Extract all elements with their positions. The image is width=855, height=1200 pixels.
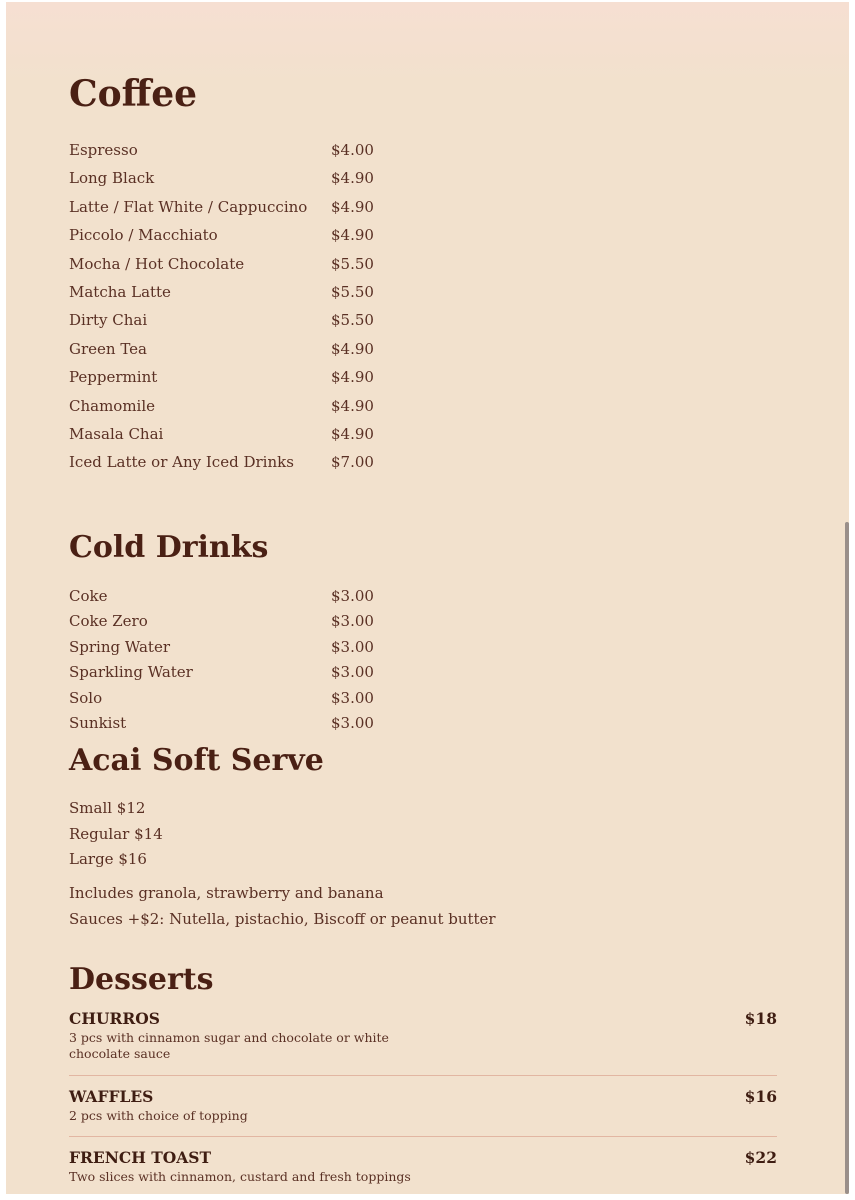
item-price: $4.00	[331, 141, 374, 159]
dessert-item	[69, 1008, 777, 1076]
item-price: $4.90	[331, 424, 374, 443]
item-price: $4.90	[331, 169, 374, 188]
item-name: Spring Water	[69, 637, 171, 656]
item-name: Matcha Latte	[69, 282, 171, 301]
item-price: $4.90	[331, 368, 374, 387]
menu-page	[6, 2, 849, 1194]
menu-item	[69, 223, 374, 251]
item-name: Piccolo / Macchiato	[69, 226, 218, 245]
item-price: $4.90	[331, 197, 374, 216]
menu-item	[69, 195, 374, 223]
menu-item	[69, 394, 374, 422]
scrollbar[interactable]	[845, 522, 849, 1194]
item-name: Iced Latte or Any Iced Drinks	[69, 453, 294, 472]
dessert-name: WAFFLES	[69, 1087, 154, 1106]
item-price: $3.00	[331, 713, 374, 732]
acai-size: Small $12	[69, 799, 146, 817]
item-price: $4.90	[331, 339, 374, 358]
item-price: $3.00	[331, 663, 374, 682]
dessert-description: 3 pcs with cinnamon sugar and chocolate or white chocolate sauce	[69, 1030, 389, 1061]
coffee-heading: Coffee	[69, 73, 198, 115]
menu-item	[69, 166, 374, 194]
item-name: Latte / Flat White / Cappuccino	[69, 197, 308, 216]
acai-notes	[69, 882, 496, 933]
item-name: Solo	[69, 688, 103, 707]
menu-item	[69, 138, 374, 166]
item-name: Dirty Chai	[69, 311, 148, 330]
menu-item	[69, 636, 374, 661]
menu-item	[69, 610, 374, 635]
coffee-list	[69, 138, 374, 479]
dessert-price: $18	[744, 1009, 777, 1028]
dessert-description: 2 pcs with choice of topping	[69, 1108, 248, 1123]
item-name: Espresso	[69, 141, 138, 159]
item-price: $4.90	[331, 226, 374, 245]
cold-drinks-list	[69, 585, 374, 737]
dessert-item	[69, 1076, 777, 1137]
dessert-price: $22	[744, 1148, 777, 1167]
item-price: $5.50	[331, 311, 374, 330]
item-name: Peppermint	[69, 368, 158, 387]
item-price: $7.00	[331, 453, 374, 472]
item-name: Coke Zero	[69, 612, 148, 631]
item-price: $3.00	[331, 587, 374, 605]
acai-note: Sauces +$2: Nutella, pistachio, Biscoff or peanut butter	[69, 909, 496, 928]
cold-drinks-heading: Cold Drinks	[69, 530, 269, 565]
dessert-name: CHURROS	[69, 1009, 160, 1028]
item-name: Masala Chai	[69, 424, 164, 443]
menu-item	[69, 337, 374, 365]
menu-item	[69, 450, 374, 478]
item-price: $5.50	[331, 282, 374, 301]
menu-item	[69, 712, 374, 737]
menu-item	[69, 308, 374, 336]
item-name: Coke	[69, 587, 108, 605]
acai-size: Large $16	[69, 850, 147, 868]
menu-item	[69, 280, 374, 308]
menu-item	[69, 422, 374, 450]
acai-sizes-list	[69, 797, 163, 874]
item-name: Sparkling Water	[69, 663, 193, 682]
acai-size: Regular $14	[69, 824, 163, 843]
item-name: Mocha / Hot Chocolate	[69, 254, 245, 273]
dessert-name: FRENCH TOAST	[69, 1148, 212, 1167]
item-price: $3.00	[331, 688, 374, 707]
menu-item	[69, 687, 374, 712]
acai-heading: Acai Soft Serve	[69, 743, 324, 778]
item-name: Chamomile	[69, 396, 156, 415]
desserts-heading: Desserts	[69, 962, 214, 997]
menu-item	[69, 252, 374, 280]
dessert-item	[69, 1137, 777, 1194]
menu-item	[69, 585, 374, 610]
acai-note: Includes granola, strawberry and banana	[69, 884, 384, 902]
item-price: $3.00	[331, 637, 374, 656]
menu-item	[69, 661, 374, 686]
dessert-price: $16	[744, 1087, 777, 1106]
item-price: $3.00	[331, 612, 374, 631]
item-price: $4.90	[331, 396, 374, 415]
desserts-list	[69, 1008, 777, 1194]
dessert-description: Two slices with cinnamon, custard and fresh toppings	[69, 1169, 411, 1184]
item-name: Sunkist	[69, 713, 127, 732]
item-name: Green Tea	[69, 339, 147, 358]
item-name: Long Black	[69, 169, 155, 188]
menu-item	[69, 365, 374, 393]
item-price: $5.50	[331, 254, 374, 273]
